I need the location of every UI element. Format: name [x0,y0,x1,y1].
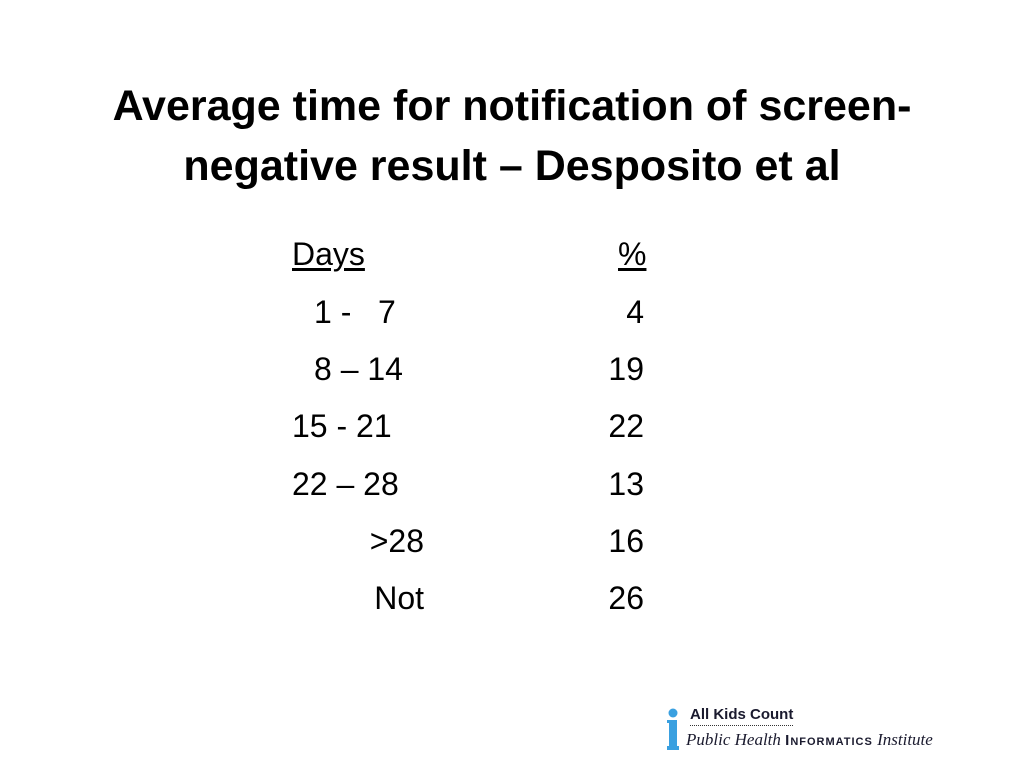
percent-cell: 22 [608,408,644,444]
percent-cell: 16 [608,523,644,559]
days-cell: Not [374,580,424,616]
days-cell: 15 - 21 [292,408,392,444]
logo-text-informatics: Informatics [785,732,873,749]
percent-cell: 13 [608,466,644,502]
days-cell: 8 – 14 [314,351,403,387]
percent-cell: 19 [608,351,644,387]
percent-header: % [618,236,647,272]
title-line-1: Average time for notification of screen- [112,82,912,130]
title-line-2: negative result – Desposito et al [183,142,841,190]
days-cell: >28 [369,523,424,559]
days-cell: 22 – 28 [292,466,399,502]
percent-cell: 26 [608,580,644,616]
info-i-icon [666,708,680,752]
days-header: Days [292,236,365,272]
logo-institute-name [686,730,933,751]
percent-cell: 4 [626,294,644,330]
logo-org-name: All Kids Count [690,706,793,726]
all-kids-count-logo [666,704,1006,754]
logo-text-public-health: Public Health [686,730,786,749]
logo-text-institute: Institute [872,730,933,749]
days-cell: 1 - 7 [314,294,396,330]
